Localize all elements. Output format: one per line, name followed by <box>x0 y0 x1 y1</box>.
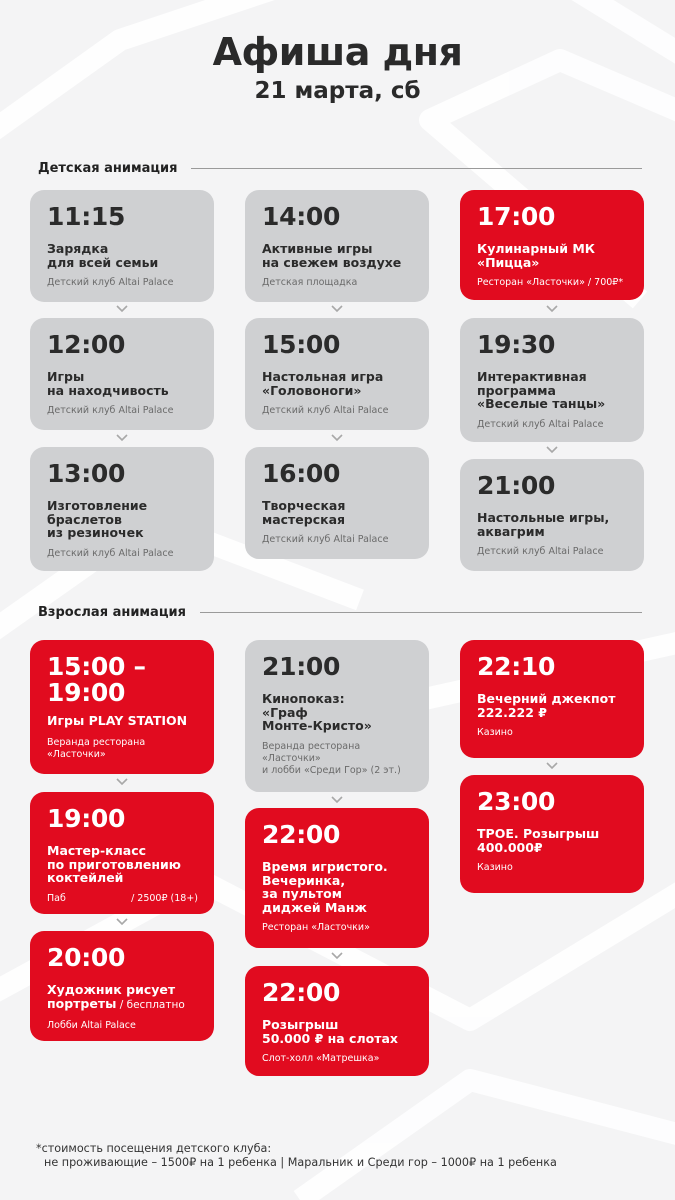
event-place: Веранда ресторана «Ласточки» и лобби «Среди Гор» (2 эт.) <box>262 740 401 776</box>
chevron-down-icon <box>331 305 343 313</box>
event-place: Детский клуб Altai Palace <box>477 546 604 557</box>
footnote-line: *стоимость посещения детского клуба: <box>36 1142 272 1155</box>
event-time: 19:00 <box>47 804 126 833</box>
chevron-down-icon <box>116 778 128 786</box>
page-title: Афиша дня <box>212 30 463 74</box>
event-place: Детский клуб Altai Palace <box>47 547 174 559</box>
event-place: Казино <box>477 862 513 873</box>
chevron-down-icon <box>116 918 128 926</box>
event-name: Кулинарный МК «Пицца» <box>477 241 596 270</box>
event-name: Изготовление браслетов из резиночек <box>47 498 148 540</box>
section-divider <box>191 168 642 169</box>
section-divider <box>200 612 642 613</box>
event-name: Настольная игра «Головоноги» <box>262 369 384 398</box>
event-name: Интерактивная программа «Веселые танцы» <box>477 369 606 411</box>
event-time: 15:00 <box>262 330 341 359</box>
event-place: Детский клуб Altai Palace <box>262 534 389 545</box>
event-card-highlight[interactable] <box>245 966 429 1076</box>
event-name: Кинопоказ: «Граф Монте-Кристо» <box>262 691 372 733</box>
event-place: Ресторан «Ласточки» <box>262 922 370 933</box>
event-place: Детский клуб Altai Palace <box>47 277 174 288</box>
event-card-highlight[interactable] <box>30 931 214 1041</box>
section-kids-header <box>38 158 642 178</box>
event-card-highlight[interactable] <box>460 640 644 758</box>
event-name: Активные игры на свежем воздухе <box>262 241 402 270</box>
section-kids-label: Детская анимация <box>38 160 178 176</box>
event-name: Игры PLAY STATION <box>47 713 188 728</box>
chevron-down-icon <box>116 305 128 313</box>
event-card-highlight[interactable] <box>245 808 429 948</box>
section-adults-label: Взрослая анимация <box>38 604 186 620</box>
event-card-highlight[interactable] <box>30 792 214 914</box>
event-card[interactable] <box>245 640 429 792</box>
event-card-highlight[interactable] <box>460 775 644 893</box>
event-card-highlight[interactable] <box>30 640 214 774</box>
event-time: 17:00 <box>477 202 556 231</box>
event-card-highlight[interactable] <box>460 190 644 300</box>
event-place: Веранда ресторана «Ласточки» <box>47 736 146 760</box>
page-date: 21 марта, сб <box>254 78 421 104</box>
event-place: Детский клуб Altai Palace <box>47 405 174 416</box>
event-place: Ресторан «Ласточки» / 700₽* <box>477 277 624 288</box>
event-place: Казино <box>477 727 513 738</box>
event-name: Время игристого. Вечеринка, за пультом диджей Манж <box>262 859 388 915</box>
footnote-line: не проживающие – 1500₽ на 1 ребенка | Маральник и Среди гор – 1000₽ на 1 ребенка <box>44 1156 557 1169</box>
event-name: Зарядка для всей семьи <box>47 241 159 270</box>
event-time: 19:30 <box>477 330 556 359</box>
event-time: 11:15 <box>47 202 126 231</box>
event-name: Вечерний джекпот 222.222 ₽ <box>477 691 616 720</box>
event-place: Детский клуб Altai Palace <box>477 418 604 430</box>
event-time: 15:00 – 19:00 <box>47 652 146 707</box>
event-time: 22:00 <box>262 978 341 1007</box>
chevron-down-icon <box>116 434 128 442</box>
event-name: Настольные игры, аквагрим <box>477 510 610 539</box>
event-name: Игры на находчивость <box>47 369 169 398</box>
event-time: 21:00 <box>477 471 556 500</box>
chevron-down-icon <box>331 952 343 960</box>
event-time: 22:00 <box>262 820 341 849</box>
event-place: Детская площадка <box>262 277 358 288</box>
event-name: ТРОЕ. Розыгрыш 400.000₽ <box>477 826 600 855</box>
event-time: 12:00 <box>47 330 126 359</box>
event-price: / 2500₽ (18+) <box>131 892 198 904</box>
event-time: 23:00 <box>477 787 556 816</box>
event-time: 20:00 <box>47 943 126 972</box>
event-place: Слот-холл «Матрешка» <box>262 1053 380 1064</box>
event-place-row <box>47 893 198 905</box>
event-card[interactable] <box>460 459 644 571</box>
event-card[interactable] <box>245 318 429 430</box>
event-name: Творческая мастерская <box>262 498 346 527</box>
event-card[interactable] <box>30 447 214 571</box>
event-place: Лобби Altai Palace <box>47 1020 136 1031</box>
event-card[interactable] <box>30 318 214 430</box>
event-time: 21:00 <box>262 652 341 681</box>
chevron-down-icon <box>331 796 343 804</box>
event-time: 13:00 <box>47 459 126 488</box>
event-name: Розыгрыш 50.000 ₽ на слотах <box>262 1017 398 1046</box>
event-name-text: Художник рисует портреты <box>47 982 176 1011</box>
event-price-note: / бесплатно <box>116 998 185 1011</box>
event-card[interactable] <box>460 318 644 442</box>
event-name <box>47 983 198 1012</box>
chevron-down-icon <box>331 434 343 442</box>
chevron-down-icon <box>546 762 558 770</box>
chevron-down-icon <box>546 305 558 313</box>
chevron-down-icon <box>546 446 558 454</box>
event-card[interactable] <box>245 447 429 559</box>
event-name: Мастер-класс по приготовлению коктейлей <box>47 843 181 885</box>
event-card[interactable] <box>245 190 429 302</box>
event-time: 22:10 <box>477 652 556 681</box>
event-place: Паб <box>47 892 66 904</box>
event-card[interactable] <box>30 190 214 302</box>
event-time: 16:00 <box>262 459 341 488</box>
event-place: Детский клуб Altai Palace <box>262 405 389 416</box>
section-adults-header <box>38 602 642 622</box>
event-time: 14:00 <box>262 202 341 231</box>
footnote <box>36 1142 557 1170</box>
